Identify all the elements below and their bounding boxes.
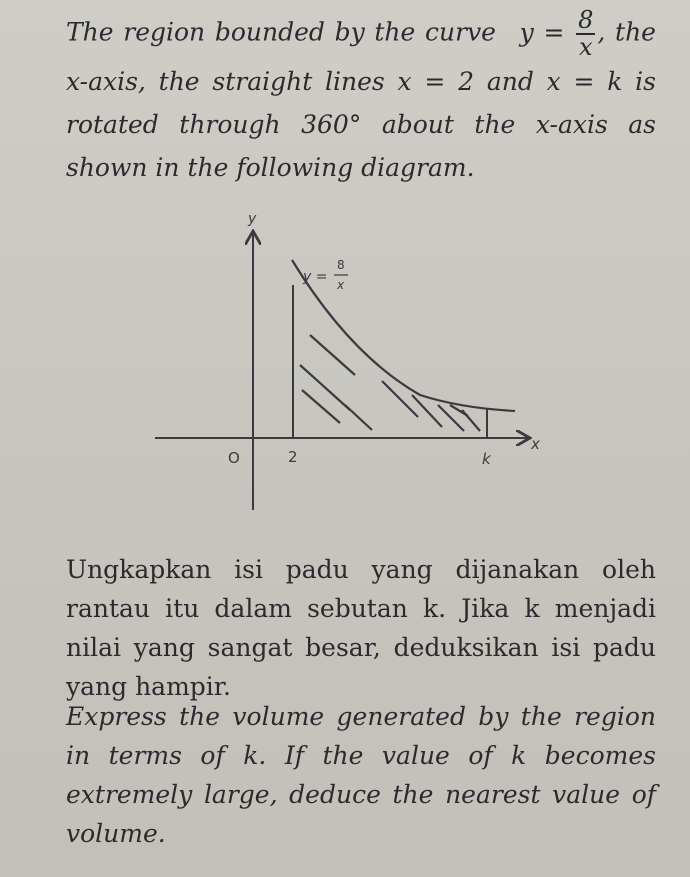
origin-label: O bbox=[228, 449, 240, 467]
curve-label-den: x bbox=[337, 278, 345, 292]
curve-lhs: y = bbox=[519, 17, 565, 47]
curve-label-lhs: y = bbox=[303, 269, 328, 285]
intro-text-2: , the x-axis, the straight lines x = 2 and x = k is rotated through 360° about the x-axis as shown in the following diagram. bbox=[66, 17, 656, 183]
english-question: Express the volume generated by the region in terms of k. If the value of k becomes extremely large, deduce the nearest value of volume. bbox=[66, 702, 656, 848]
region-diagram bbox=[150, 205, 550, 515]
x-tick-k: k bbox=[482, 450, 491, 468]
malay-question: Ungkapkan isi padu yang dijanakan oleh rantau itu dalam sebutan k. Jika k menjadi nilai yang sangat besar, deduksikan isi padu yang hampir. bbox=[66, 555, 656, 701]
curve-fraction bbox=[576, 8, 595, 60]
shaded-region-hatching bbox=[300, 335, 480, 431]
x-axis-label: x bbox=[531, 435, 540, 453]
y-axis-label: y bbox=[248, 211, 257, 227]
curve-denominator: x bbox=[578, 33, 593, 62]
x-tick-2: 2 bbox=[288, 448, 298, 466]
intro-text-1: The region bounded by the curve bbox=[66, 17, 496, 47]
curve-numerator: 8 bbox=[578, 6, 594, 34]
question-intro bbox=[66, 8, 656, 189]
curve-label-num: 8 bbox=[337, 258, 345, 272]
